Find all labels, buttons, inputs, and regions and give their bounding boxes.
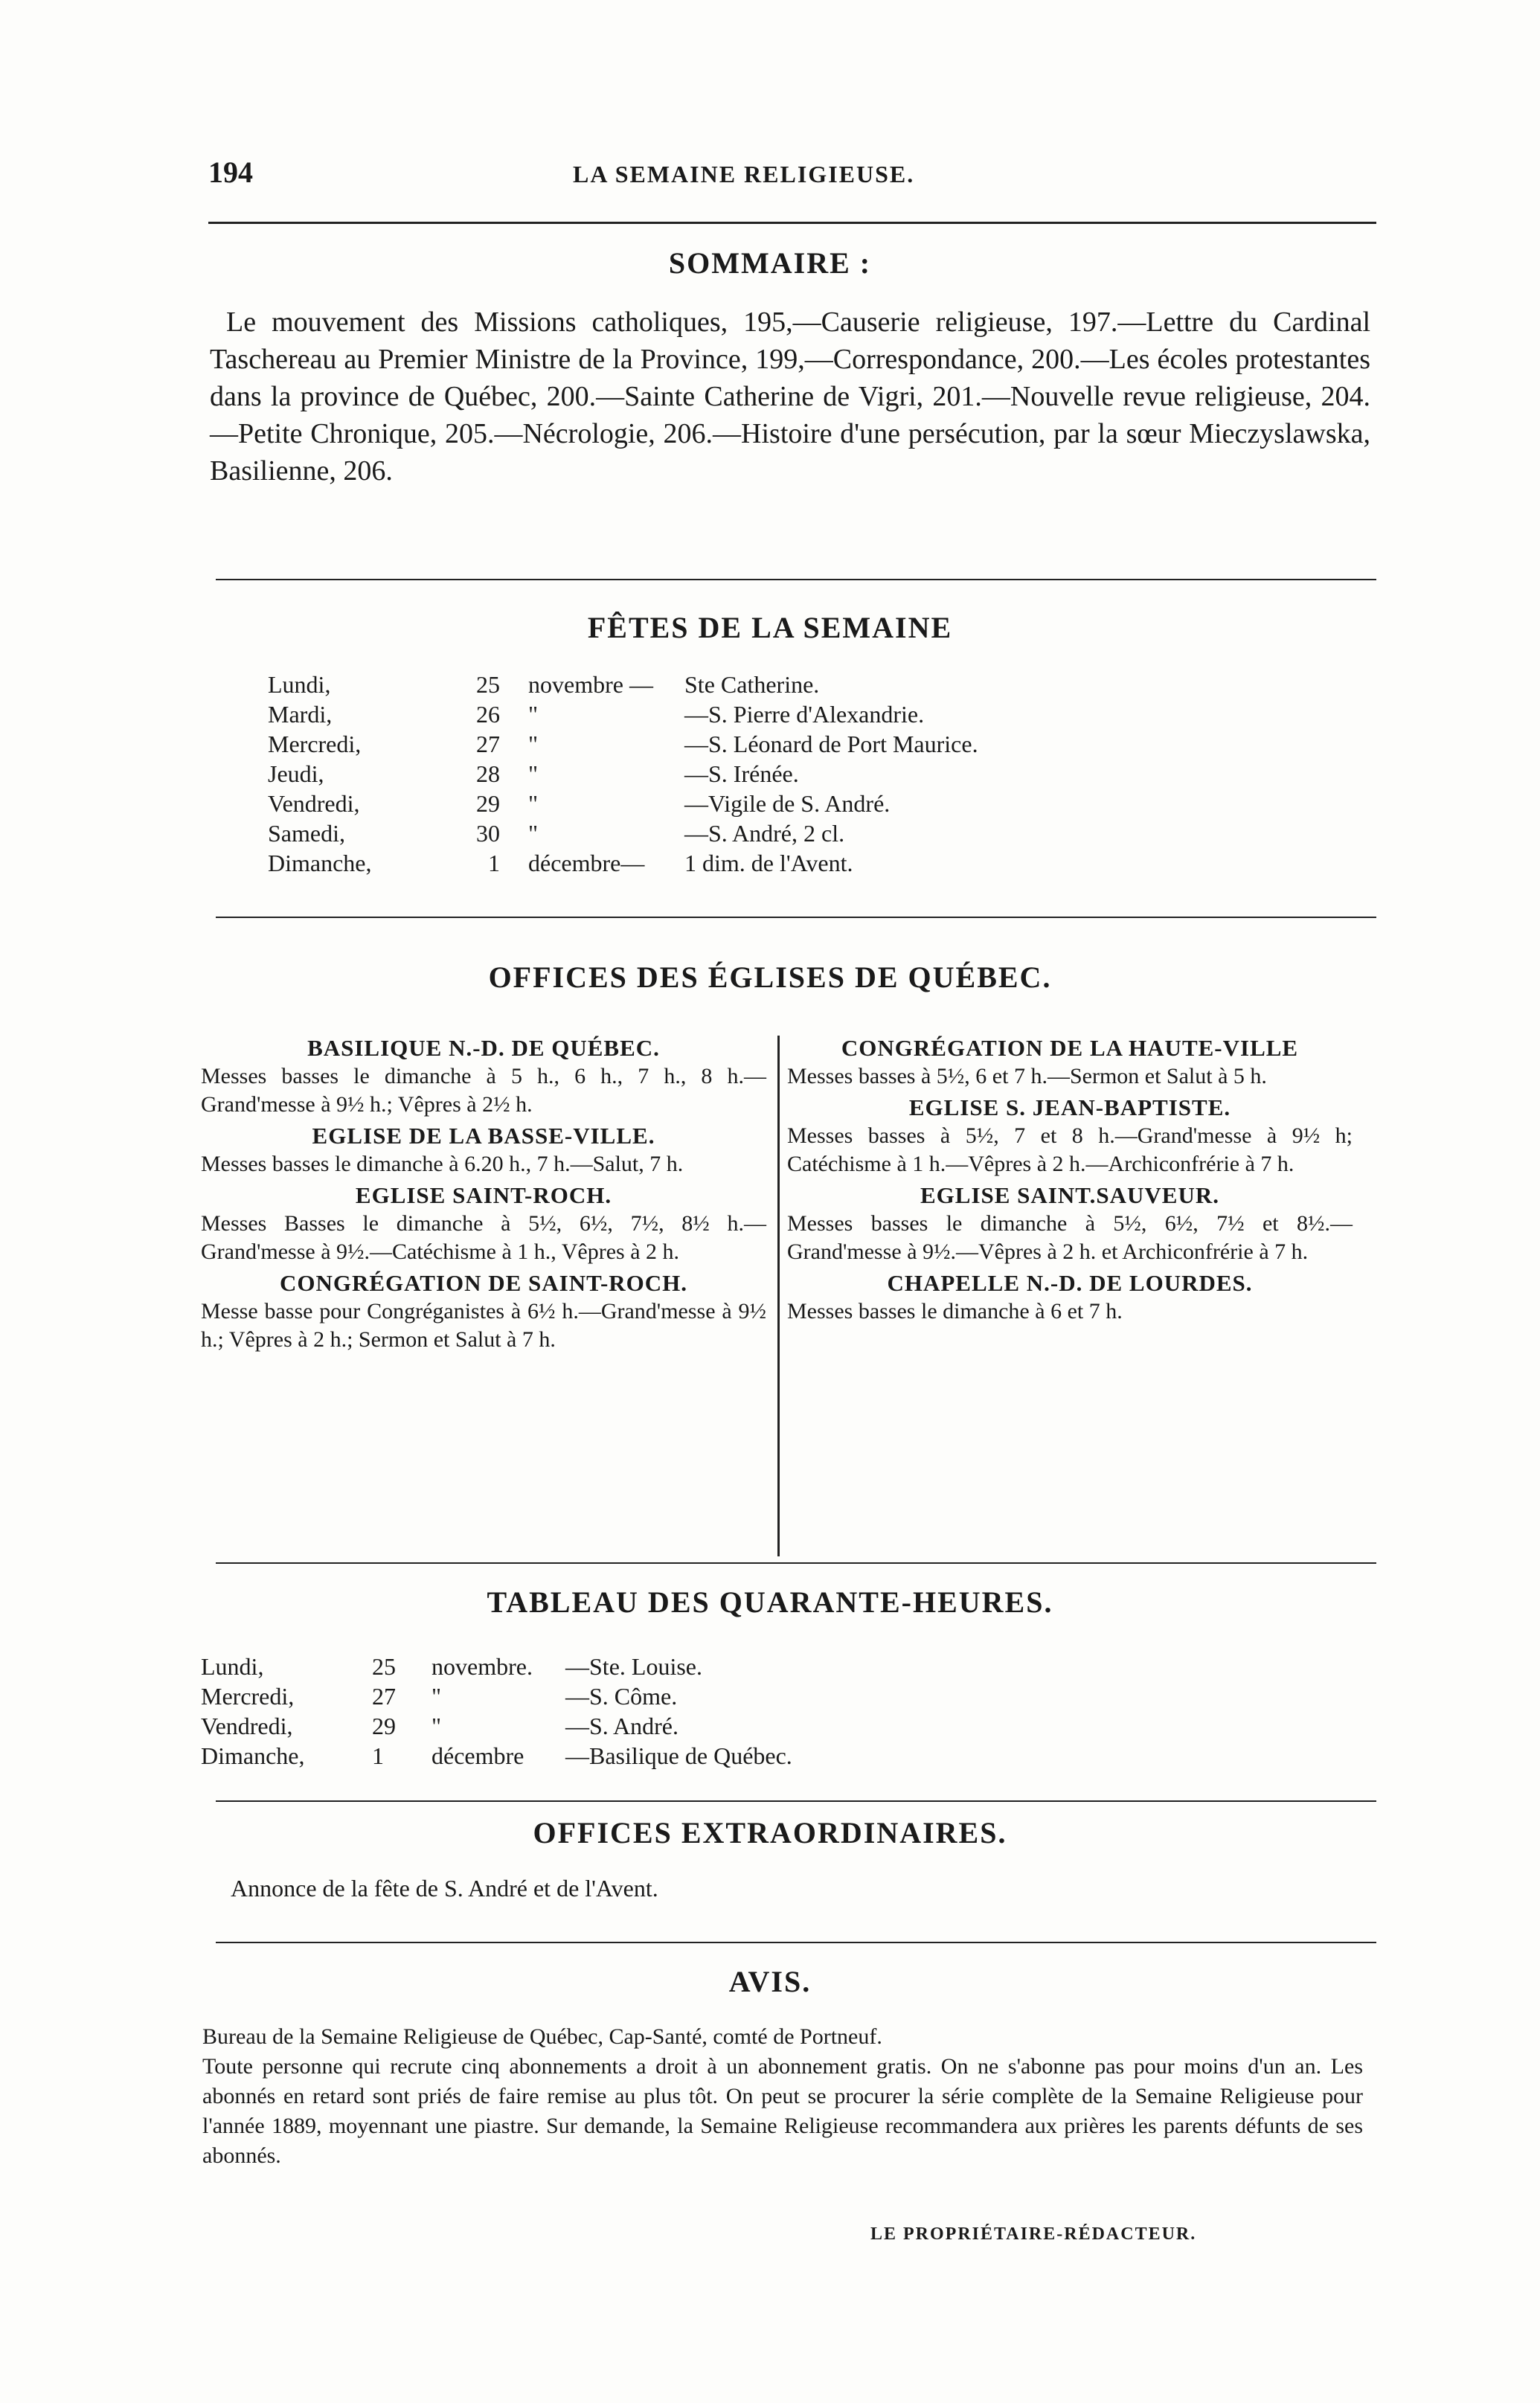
fetes-day: Dimanche, [268,850,372,876]
qh-date: 29 [372,1713,396,1739]
qh-day: Lundi, [201,1653,264,1680]
avis-paragraph: Bureau de la Semaine Religieuse de Québec, Cap-Santé, comté de Portneuf. [202,2024,882,2049]
qh-day: Mercredi, [201,1683,295,1710]
qh-day: Dimanche, [201,1742,305,1769]
qh-church: —S. André. [565,1713,678,1739]
qh-church: —S. Côme. [565,1683,678,1710]
fetes-date: 29 [476,790,500,817]
section-divider [216,917,1376,918]
avis-signature: LE PROPRIÉTAIRE-RÉDACTEUR. [870,2224,1197,2244]
qh-date: 25 [372,1653,396,1680]
offices-title: OFFICES DES ÉGLISES DE QUÉBEC. [488,960,1052,994]
fetes-month: " [528,790,539,817]
fetes-feast: —S. Léonard de Port Maurice. [684,731,978,757]
sommaire-text: Le mouvement des Missions catholiques, 195,—Causerie religieuse, 197.—Lettre du Cardinal Taschereau au Premier Ministre de la Province, 199,—Correspondance, 200.—Les écoles protestantes dans la province de Québec, 200.—Sainte Catherine de Vigri, 201.—Nouvelle revue religieuse, 204.—Petite Chronique, 205.—Nécrologie, 206.—Histoire d'une persécution, par la sœur Mieczyslawska, Basilienne, 206. [210,307,1370,487]
church-name: CHAPELLE N.-D. DE LOURDES. [887,1270,1253,1296]
fetes-month: " [528,760,539,787]
fetes-date: 25 [476,671,500,698]
avis-paragraph: Toute personne qui recrute cinq abonnements a droit à un abonnement gratis. On ne s'abonne pas pour moins d'un an. Les abonnés en retard sont priés de faire remise au plus tôt. On peut se procurer la série complète de la Semaine Religieuse pour l'année 1889, moyennant une piastre. Sur demande, la Semaine Religieuse recommandera aux prières les parents défunts de ses abonnés. [202,2054,1363,2168]
qh-date: 27 [372,1683,396,1710]
church-name: EGLISE DE LA BASSE-VILLE. [312,1123,655,1149]
sommaire-title: SOMMAIRE : [668,246,872,280]
fetes-date: 1 [488,850,500,876]
header-rule [208,222,1376,224]
fetes-date: 26 [476,701,500,728]
qh-month: " [431,1713,442,1739]
fetes-date: 27 [476,731,500,757]
fetes-month: " [528,701,539,728]
fetes-feast: —S. Pierre d'Alexandrie. [684,701,925,728]
church-schedule: Messes basses à 5½, 7 et 8 h.—Grand'messe à 9½ h; Catéchisme à 1 h.—Vêpres à 2 h.—Archiconfrérie à 7 h. [787,1123,1353,1176]
avis-body [202,2022,1363,2171]
fetes-feast: 1 dim. de l'Avent. [684,850,853,876]
fetes-feast: Ste Catherine. [684,671,820,698]
section-divider [216,1800,1376,1802]
fetes-feast: —S. André, 2 cl. [684,820,845,847]
section-divider [216,1562,1376,1564]
offices-extraordinaires-title: OFFICES EXTRAORDINAIRES. [533,1816,1007,1849]
section-divider [216,579,1376,580]
quarante-heures-title: TABLEAU DES QUARANTE-HEURES. [487,1585,1053,1619]
church-name: EGLISE S. JEAN-BAPTISTE. [908,1094,1231,1120]
church-name: CONGRÉGATION DE LA HAUTE-VILLE [841,1035,1299,1061]
fetes-date: 28 [476,760,500,787]
church-schedule: Messe basse pour Congréganistes à 6½ h.—Grand'messe à 9½ h.; Vêpres à 2 h.; Sermon et Salut à 7 h. [201,1299,766,1352]
church-schedule: Messes basses le dimanche à 5 h., 6 h., 7 h., 8 h.—Grand'messe à 9½ h.; Vêpres à 2½ h. [201,1064,766,1117]
fetes-month: décembre— [528,850,645,876]
qh-month: " [431,1683,442,1710]
fetes-month: " [528,731,539,757]
fetes-day: Vendredi, [268,790,360,817]
church-schedule: Messes basses à 5½, 6 et 7 h.—Sermon et Salut à 5 h. [787,1064,1267,1088]
section-divider [216,1942,1376,1943]
fetes-title: FÊTES DE LA SEMAINE [587,611,953,644]
fetes-day: Jeudi, [268,760,324,787]
fetes-day: Lundi, [268,671,331,698]
qh-month: novembre. [431,1653,533,1680]
offices-extraordinaires-text: Annonce de la fête de S. André et de l'Avent. [231,1875,658,1902]
church-schedule: Messes basses le dimanche à 6 et 7 h. [787,1299,1123,1324]
church-name: BASILIQUE N.-D. DE QUÉBEC. [307,1035,660,1061]
church-name: CONGRÉGATION DE SAINT-ROCH. [279,1270,688,1296]
qh-church: —Basilique de Québec. [565,1742,792,1769]
qh-date: 1 [372,1742,384,1769]
fetes-day: Samedi, [268,820,345,847]
running-title: LA SEMAINE RELIGIEUSE. [573,161,915,187]
church-name: EGLISE SAINT-ROCH. [355,1182,612,1208]
qh-church: —Ste. Louise. [565,1653,702,1680]
page-number: 194 [208,155,253,189]
column-divider [777,1036,780,1556]
church-name: EGLISE SAINT.SAUVEUR. [920,1182,1219,1208]
fetes-month: " [528,820,539,847]
church-schedule: Messes basses le dimanche à 6.20 h., 7 h.—Salut, 7 h. [201,1152,684,1176]
fetes-date: 30 [476,820,500,847]
fetes-feast: —Vigile de S. André. [684,790,891,817]
offices-right-column [787,1034,1353,1329]
offices-left-column [201,1034,766,1357]
church-schedule: Messes basses le dimanche à 5½, 6½, 7½ et 8½.—Grand'messe à 9½.—Vêpres à 2 h. et Archiconfrérie à 7 h. [787,1211,1353,1264]
fetes-month: novembre — [528,671,653,698]
avis-title: AVIS. [728,1965,812,1998]
fetes-feast: —S. Irénée. [684,760,799,787]
qh-day: Vendredi, [201,1713,293,1739]
qh-month: décembre [431,1742,524,1769]
fetes-day: Mercredi, [268,731,362,757]
church-schedule: Messes Basses le dimanche à 5½, 6½, 7½, 8½ h.—Grand'messe à 9½.—Catéchisme à 1 h., Vêpres à 2 h. [201,1211,766,1264]
fetes-day: Mardi, [268,701,333,728]
